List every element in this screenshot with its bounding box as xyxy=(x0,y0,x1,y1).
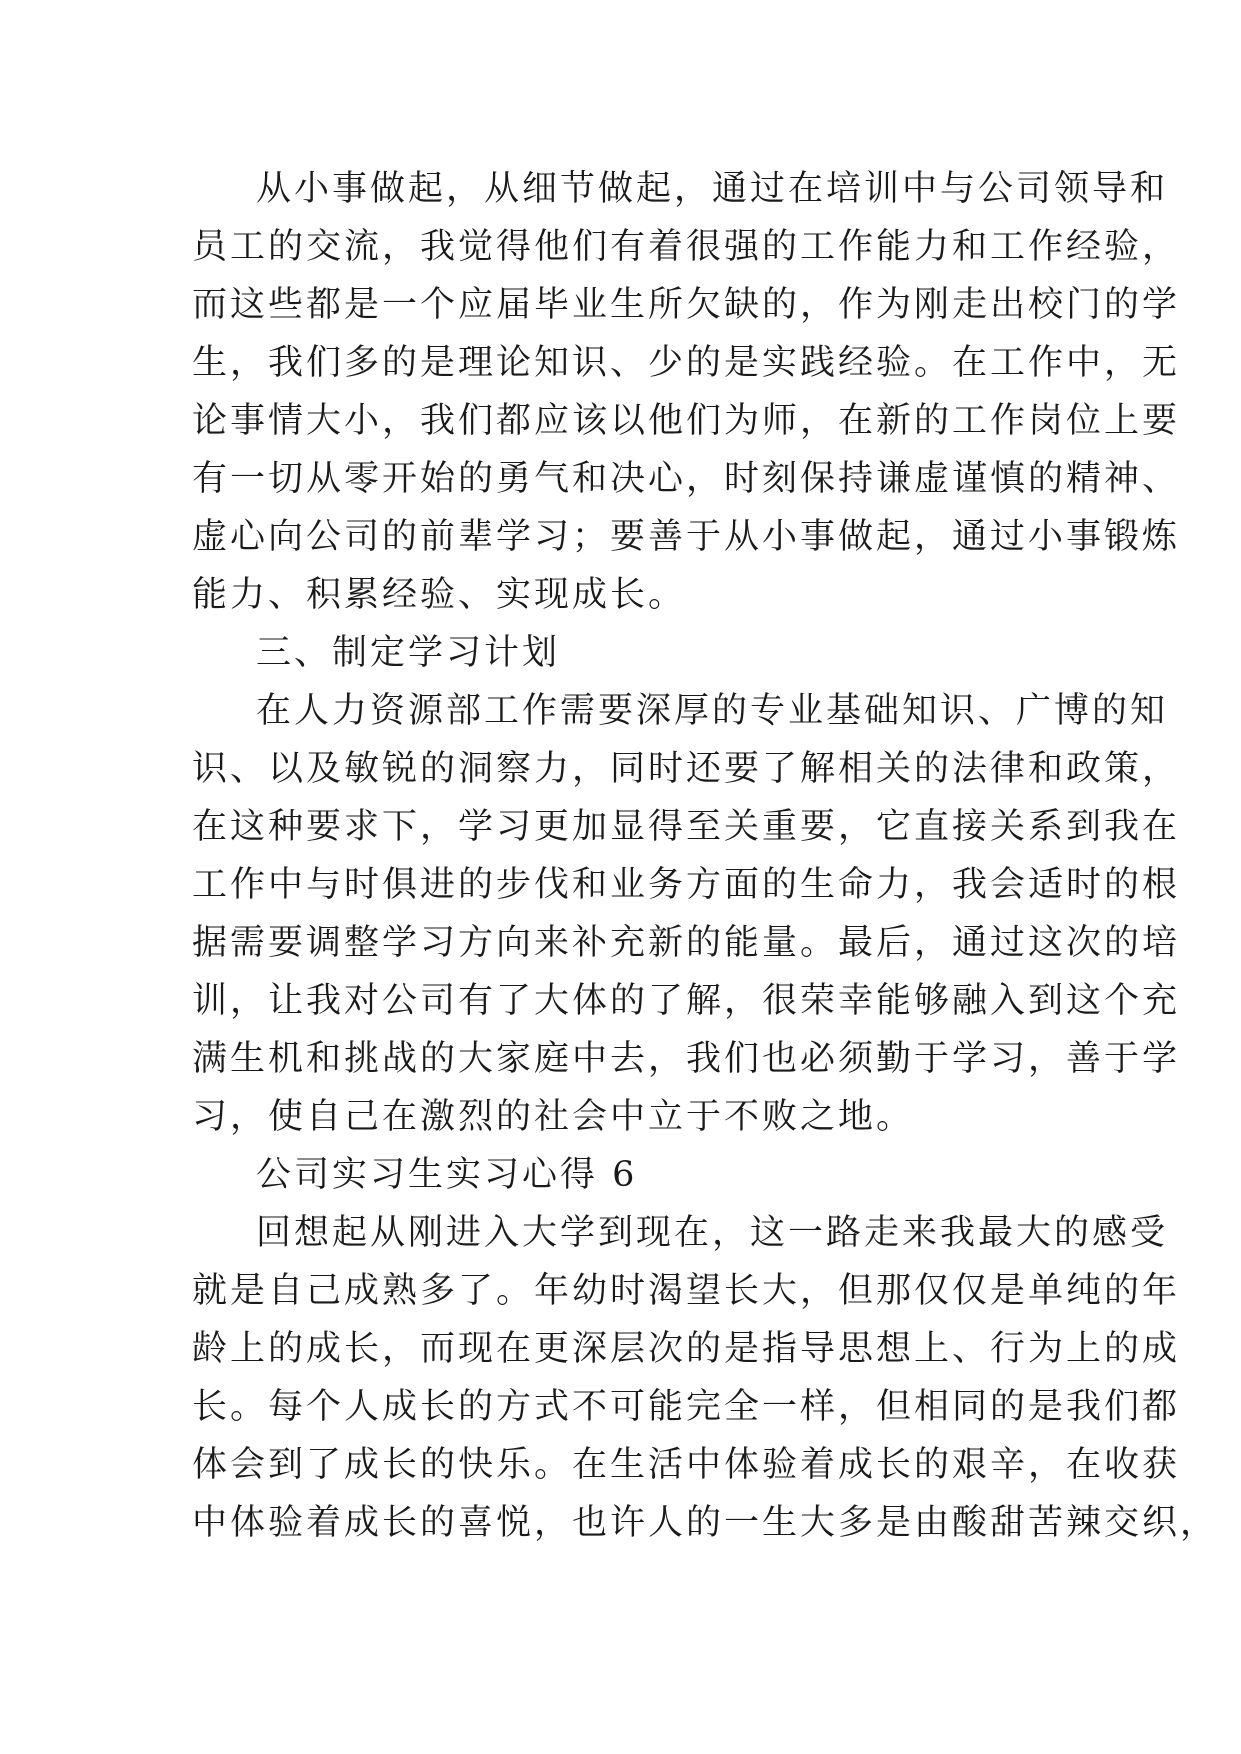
text-line: 习，使自己在激烈的社会中立于不败之地。 xyxy=(192,1097,915,1137)
text-line: 识、以及敏锐的洞察力，同时还要了解相关的法律和政策， xyxy=(192,749,1181,789)
text-line: 有一切从零开始的勇气和决心，时刻保持谦虚谨慎的精神、 xyxy=(192,459,1181,499)
document-body xyxy=(192,160,1219,1552)
text-line: 在这种要求下，学习更加显得至关重要，它直接关系到我在 xyxy=(192,807,1181,847)
section-heading: 三、制定学习计划 xyxy=(256,633,561,673)
article-title: 公司实习生实习心得 6 xyxy=(256,1155,638,1195)
text-line: 而这些都是一个应届毕业生所欠缺的，作为刚走出校门的学 xyxy=(192,285,1181,325)
text-line: 员工的交流，我觉得他们有着很强的工作能力和工作经验， xyxy=(192,227,1181,267)
text-line: 龄上的成长，而现在更深层次的是指导思想上、行为上的成 xyxy=(192,1329,1181,1369)
text-line: 回想起从刚进入大学到现在，这一路走来我最大的感受 xyxy=(256,1213,1169,1253)
text-line: 生，我们多的是理论知识、少的是实践经验。在工作中，无 xyxy=(192,343,1181,383)
text-line: 虚心向公司的前辈学习；要善于从小事做起，通过小事锻炼 xyxy=(192,517,1181,557)
text-line: 在人力资源部工作需要深厚的专业基础知识、广博的知 xyxy=(256,691,1169,731)
text-line: 就是自己成熟多了。年幼时渴望长大，但那仅仅是单纯的年 xyxy=(192,1271,1181,1311)
text-line: 工作中与时俱进的步伐和业务方面的生命力，我会适时的根 xyxy=(192,865,1181,905)
text-line: 据需要调整学习方向来补充新的能量。最后，通过这次的培 xyxy=(192,923,1181,963)
text-line: 从小事做起，从细节做起，通过在培训中与公司领导和 xyxy=(256,169,1169,209)
text-line: 论事情大小，我们都应该以他们为师，在新的工作岗位上要 xyxy=(192,401,1181,441)
text-line: 训，让我对公司有了大体的了解，很荣幸能够融入到这个充 xyxy=(192,981,1181,1021)
text-line: 中体验着成长的喜悦，也许人的一生大多是由酸甜苦辣交织， xyxy=(192,1503,1219,1543)
text-line: 满生机和挑战的大家庭中去，我们也必须勤于学习，善于学 xyxy=(192,1039,1181,1079)
text-line: 能力、积累经验、实现成长。 xyxy=(192,575,687,615)
text-line: 长。每个人成长的方式不可能完全一样，但相同的是我们都 xyxy=(192,1387,1181,1427)
text-line: 体会到了成长的快乐。在生活中体验着成长的艰辛，在收获 xyxy=(192,1445,1181,1485)
